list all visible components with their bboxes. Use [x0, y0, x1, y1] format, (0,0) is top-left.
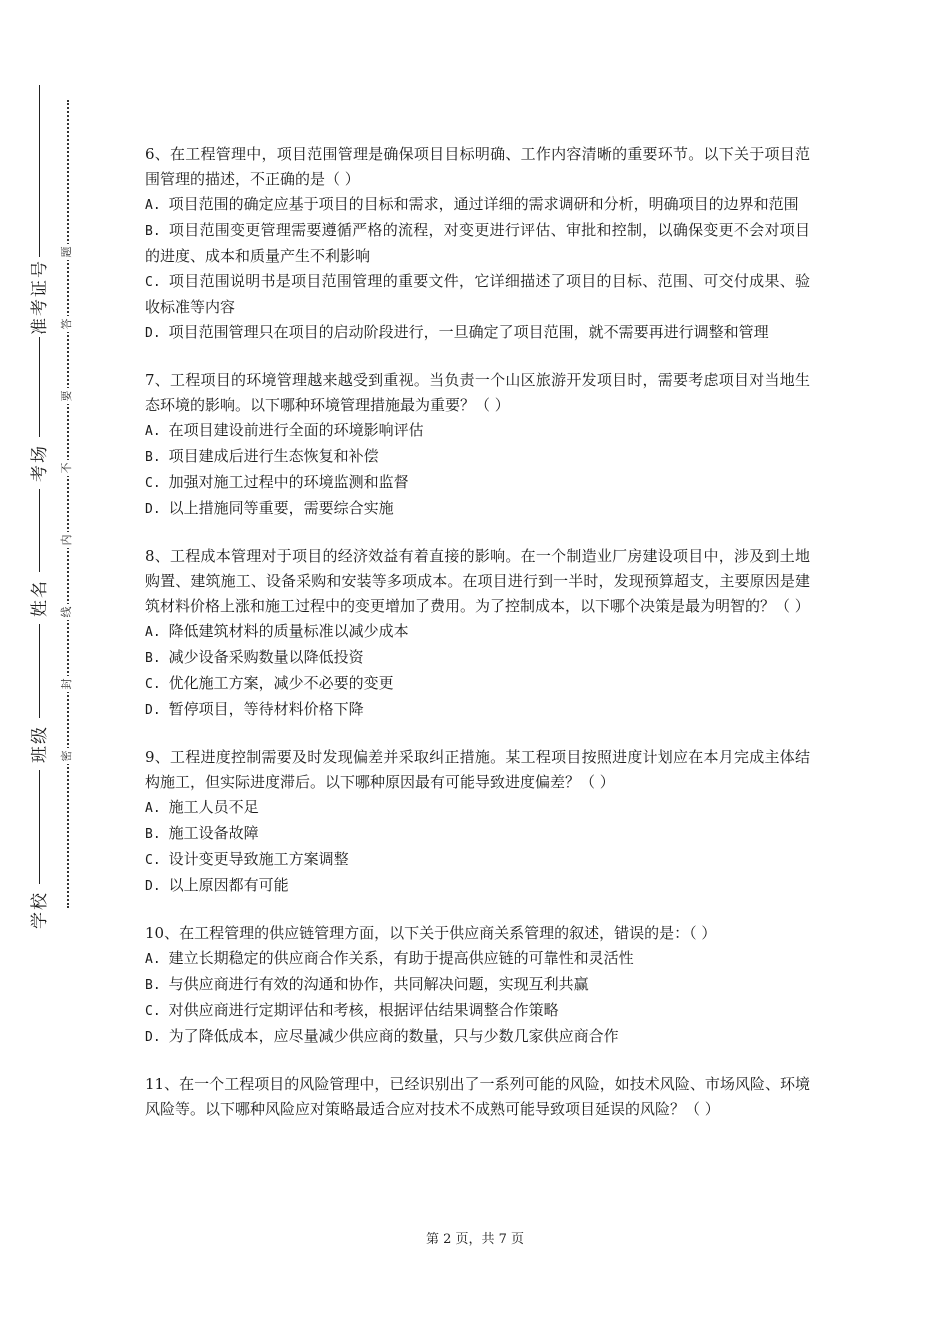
seal-char: 不	[59, 460, 75, 476]
option-c	[145, 998, 810, 1024]
option-letter: B.	[145, 827, 161, 842]
option-text: 与供应商进行有效的沟通和协作，共同解决问题，实现互利共赢	[168, 975, 589, 993]
option-a	[145, 192, 810, 218]
seal-char: 密	[59, 748, 75, 764]
option-letter: B.	[145, 450, 161, 465]
option-letter: A.	[145, 424, 161, 439]
option-text: 减少设备采购数量以降低投资	[168, 648, 364, 666]
binding-dotted-line	[67, 100, 69, 908]
option-d	[145, 1024, 810, 1050]
question-stem: 10、在工程管理的供应链管理方面，以下关于供应商关系管理的叙述，错误的是：（ ）	[145, 924, 717, 942]
option-letter: A.	[145, 801, 161, 816]
option-text: 对供应商进行定期评估和考核，根据评估结果调整合作策略	[168, 1001, 559, 1019]
seal-char: 题	[59, 244, 75, 260]
option-letter: D.	[145, 502, 161, 517]
class-label: 班级	[26, 718, 54, 770]
option-letter: A.	[145, 198, 161, 213]
option-b	[145, 972, 810, 998]
option-letter: C.	[145, 853, 161, 868]
question-10	[145, 921, 810, 1050]
student-name-label: 姓名	[26, 572, 54, 624]
option-letter: A.	[145, 952, 161, 967]
option-letter: D.	[145, 703, 161, 718]
option-d	[145, 320, 810, 346]
option-text: 以上原因都有可能	[168, 876, 289, 894]
question-11	[145, 1072, 810, 1122]
option-c	[145, 470, 810, 496]
seal-char: 内	[59, 532, 75, 548]
question-9	[145, 745, 810, 899]
option-d	[145, 697, 810, 723]
question-list	[145, 142, 810, 1144]
seal-char: 线	[59, 604, 75, 620]
option-letter: D.	[145, 1030, 161, 1045]
option-d	[145, 496, 810, 522]
option-c	[145, 269, 810, 320]
option-text: 优化施工方案，减少不必要的变更	[168, 674, 394, 692]
question-stem: 11、在一个工程项目的风险管理中，已经识别出了一系列可能的风险，如技术风险、市场风险、环境风险等。以下哪种风险应对策略最适合应对技术不成熟可能导致项目延误的风险？（ ）	[145, 1075, 810, 1118]
page-number: 第 2 页，共 7 页	[425, 1232, 525, 1247]
option-text: 施工人员不足	[168, 798, 259, 816]
option-text: 施工设备故障	[168, 824, 259, 842]
option-letter: B.	[145, 224, 161, 239]
seal-char: 答	[59, 316, 75, 332]
option-text: 项目范围变更管理需要遵循严格的流程，对变更进行评估、审批和控制，以确保变更不会对项目的进度、成本和质量产生不利影响	[145, 221, 810, 265]
option-b	[145, 218, 810, 269]
question-stem: 9、工程进度控制需要及时发现偏差并采取纠正措施。某工程项目按照进度计划应在本月完成主体结构施工，但实际进度滞后。以下哪种原因最有可能导致进度偏差？（ ）	[145, 748, 810, 791]
option-letter: B.	[145, 651, 161, 666]
question-7	[145, 368, 810, 522]
option-letter: C.	[145, 677, 161, 692]
option-letter: D.	[145, 326, 161, 341]
exam-room-label: 考场	[26, 437, 54, 489]
question-6	[145, 142, 810, 346]
option-text: 设计变更导致施工方案调整	[168, 850, 349, 868]
exam-id-label: 准考证号	[26, 257, 54, 337]
option-a	[145, 619, 810, 645]
option-text: 以上措施同等重要，需要综合实施	[168, 499, 394, 517]
seal-char: 要	[59, 388, 75, 404]
option-b	[145, 444, 810, 470]
option-text: 建立长期稳定的供应商合作关系，有助于提高供应链的可靠性和灵活性	[168, 949, 634, 967]
question-stem: 8、工程成本管理对于项目的经济效益有着直接的影响。在一个制造业厂房建设项目中，涉及到土地购置、建筑施工、设备采购和安装等多项成本。在项目进行到一半时，发现预算超支，主要原因是建筑材料价格上涨和施工过程中的变更增加了费用。为了控制成本，以下哪个决策是最为明智的？（ ）	[145, 547, 810, 615]
option-a	[145, 795, 810, 821]
question-stem: 7、工程项目的环境管理越来越受到重视。当负责一个山区旅游开发项目时，需要考虑项目对当地生态环境的影响。以下哪种环境管理措施最为重要？（ ）	[145, 371, 810, 414]
option-text: 为了降低成本，应尽量减少供应商的数量，只与少数几家供应商合作	[168, 1027, 619, 1045]
option-letter: D.	[145, 879, 161, 894]
binding-solid-line	[39, 85, 40, 923]
option-c	[145, 847, 810, 873]
option-a	[145, 418, 810, 444]
school-label: 学校	[26, 884, 54, 936]
option-letter: C.	[145, 1004, 161, 1019]
option-text: 项目范围的确定应基于项目的目标和需求，通过详细的需求调研和分析，明确项目的边界和范围	[168, 195, 799, 213]
option-b	[145, 821, 810, 847]
option-text: 降低建筑材料的质量标准以减少成本	[168, 622, 409, 640]
question-stem: 6、在工程管理中，项目范围管理是确保项目目标明确、工作内容清晰的重要环节。以下关于项目范围管理的描述，不正确的是（ ）	[145, 145, 810, 188]
option-letter: C.	[145, 476, 161, 491]
option-text: 加强对施工过程中的环境监测和监督	[168, 473, 409, 491]
option-letter: A.	[145, 625, 161, 640]
seal-char: 封	[59, 676, 75, 692]
option-text: 项目范围管理只在项目的启动阶段进行，一旦确定了项目范围，就不需要再进行调整和管理	[168, 323, 769, 341]
option-text: 项目建成后进行生态恢复和补偿	[168, 447, 379, 465]
option-d	[145, 873, 810, 899]
option-letter: C.	[145, 275, 161, 290]
option-letter: B.	[145, 978, 161, 993]
binding-margin	[0, 0, 110, 1344]
option-a	[145, 946, 810, 972]
option-text: 项目范围说明书是项目范围管理的重要文件，它详细描述了项目的目标、范围、可交付成果、验收标准等内容	[145, 272, 810, 316]
option-c	[145, 671, 810, 697]
option-text: 暂停项目，等待材料价格下降	[168, 700, 364, 718]
option-text: 在项目建设前进行全面的环境影响评估	[168, 421, 424, 439]
option-b	[145, 645, 810, 671]
question-8	[145, 544, 810, 723]
